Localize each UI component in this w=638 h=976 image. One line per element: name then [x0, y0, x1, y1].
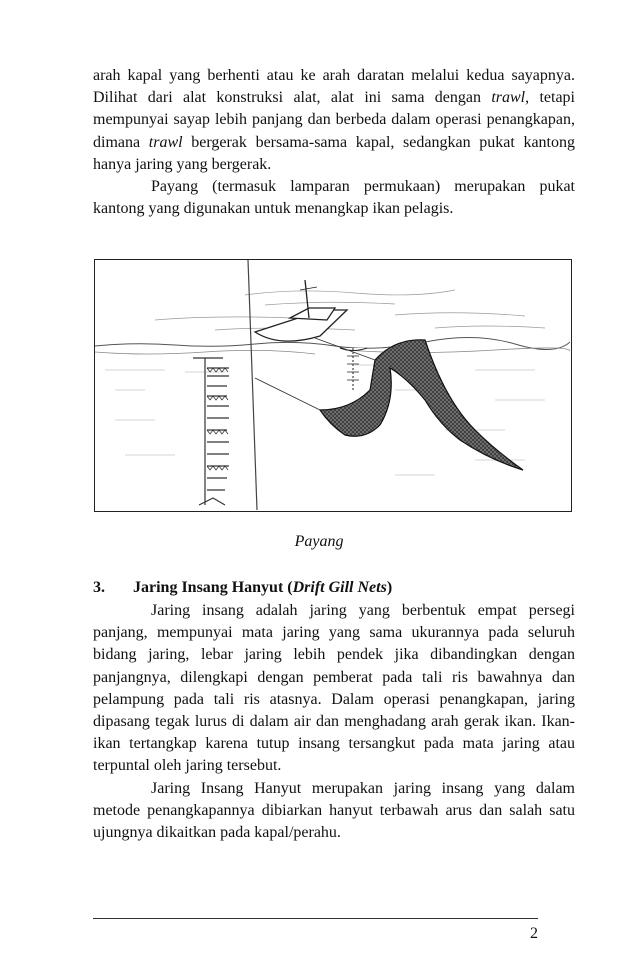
- paragraph-text: bergerak bersama-sama kapal, sedangkan pukat kantong hanya jaring yang bergerak.: [93, 133, 576, 173]
- paragraph-text: , tetapi mempunyai sayap lebih panjang dan berbeda dalam operasi penangkapan, dimana: [93, 89, 576, 151]
- canoe: [340, 348, 367, 390]
- body-text-top: [93, 65, 575, 220]
- footer-divider: [93, 918, 538, 919]
- figure-caption: Payang: [294, 533, 344, 550]
- water-surface: [95, 337, 570, 354]
- water-hatching: [105, 365, 545, 475]
- section-title: Jaring Insang Hanyut (: [133, 579, 293, 596]
- section-heading: [93, 577, 575, 599]
- paragraph-drift-gill-net: Jaring Insang Hanyut merupakan jaring insang yang dalam metode penangkapannya dibiarkan hanyut terbawah arus dan salah satu ujungnya dikaitkan pada kapal/perahu.: [93, 779, 575, 842]
- gill-net: [193, 358, 229, 505]
- paragraph-continuation: [93, 65, 575, 176]
- payang-drawing: [95, 260, 570, 510]
- paragraph-text: arah kapal yang berhenti atau ke arah daratan melalui kedua sayapnya. Dilihat dari alat konstruksi alat, alat ini sama dengan: [93, 67, 575, 107]
- payang-net: [255, 338, 523, 470]
- section-number: 3.: [93, 579, 105, 596]
- page-number: 2: [530, 925, 538, 942]
- section-title-end: ): [386, 579, 393, 596]
- paragraph-payang: Payang (termasuk lamparan permukaan) merupakan pukat kantong yang digunakan untuk menangkap ikan pelagis.: [93, 178, 575, 218]
- payang-illustration: [94, 259, 572, 512]
- sky-sketch: [155, 290, 545, 330]
- term-trawl: trawl: [491, 89, 526, 107]
- term-trawl: trawl: [148, 133, 183, 151]
- body-text-bottom: [93, 600, 575, 844]
- rope-line: [248, 260, 257, 510]
- section-title-english: Drift Gill Nets: [292, 579, 387, 596]
- boat: [255, 280, 347, 341]
- paragraph-gill-net-definition: Jaring insang adalah jaring yang berbentuk empat persegi panjang, mempunyai mata jaring yang sama ukurannya pada seluruh bidang jaring, lebar jaring lebih pendek jika dibandingkan dengan panjangnya, dilengkapi dengan pemberat pada tali ris bawahnya dan pelampung pada tali ris atasnya. Dalam operasi penangkapan, jaring dipasang tegak lurus di dalam air dan menghadang arah gerak ikan. Ikan-ikan tertangkap karena tutup insang tersangkut pada mata jaring atau terpuntal oleh jaring tersebut.: [93, 602, 575, 775]
